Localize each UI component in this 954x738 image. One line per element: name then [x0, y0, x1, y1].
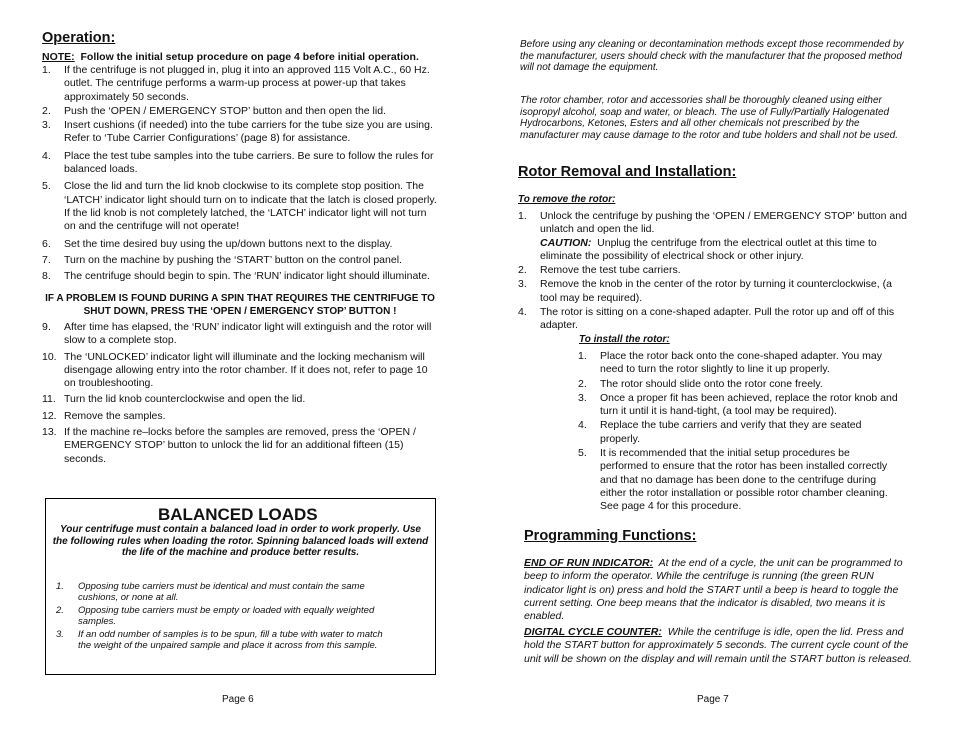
list-item: 11. Turn the lid knob counterclockwise and open the lid.	[42, 393, 306, 406]
cleaning-instructions-paragraph: The rotor chamber, rotor and accessories shall be thoroughly cleaned using either isopropyl alcohol, soap and water, or bleach. The use of Fully/Partially Halogenated Hydrocarbons, Ketones, Esters and all other chemicals not prescribed by the manufacturer may cause damage to the rotor and tube holders and shall not be used.	[520, 95, 899, 141]
operation-steps-b	[42, 321, 438, 466]
list-item: 7. Turn on the machine by pushing the ‘START’ button on the control panel.	[42, 253, 402, 266]
page-number-left: Page 6	[222, 694, 254, 705]
list-item: 3. Once a proper fit has been achieved, replace the rotor knob and turn it until it is hand-tight, (a tool may be required).	[578, 391, 898, 418]
digital-cycle-counter-text: While the centrifuge is idle, open the lid. Press and hold the START button for approximately 5 seconds. The current cycle count of the unit will be shown on the display and will remain until the START button is released.	[524, 626, 912, 665]
balanced-loads-intro: Your centrifuge must contain a balanced load in order to work properly. Use the following rules when loading the rotor. Spinning balanced loads will extend the life of the machine and produce better results.	[52, 524, 429, 558]
page-number-right: Page 7	[697, 694, 729, 705]
caution-text: Unplug the centrifuge from the electrical outlet at this time to eliminate the possibility of electrical shock or other injury.	[540, 236, 877, 262]
list-item: 4. The rotor is sitting on a cone-shaped adapter. Pull the rotor up and off of this adapter.	[518, 306, 895, 332]
list-item: 8. The centrifuge should begin to spin. The ‘RUN’ indicator light should illuminate.	[42, 270, 430, 283]
list-item: 12. Remove the samples.	[42, 409, 166, 422]
list-item: 5. It is recommended that the initial setup procedures be performed to ensure that the rotor has been installed correctly and that no damage has been done to the centrifuge during either the rotor installation or possible rotor chamber cleaning. See page 4 for this procedure.	[578, 447, 888, 513]
list-item: 13. If the machine re–locks before the samples are removed, press the ‘OPEN / EMERGENCY STOP’ button to unlock the lid for an additional fifteen (15) seconds.	[42, 426, 416, 465]
end-of-run-label: END OF RUN INDICATOR:	[524, 557, 654, 569]
list-item: 1. Place the rotor back onto the cone-shaped adapter. You may need to turn the rotor slightly to line it up properly.	[578, 350, 882, 376]
list-item: 2. The rotor should slide onto the rotor cone freely.	[578, 377, 823, 390]
list-item: 3. If an odd number of samples is to be spun, fill a tube with water to match the weight of the unpaired sample and place it across from this sample.	[56, 629, 383, 651]
remove-rotor-subheading: To remove the rotor:	[518, 194, 616, 205]
digital-cycle-counter-label: DIGITAL CYCLE COUNTER:	[524, 626, 662, 638]
operation-heading: Operation:	[42, 30, 116, 46]
caution-label: CAUTION:	[540, 236, 592, 249]
list-item: 1. Opposing tube carriers must be identical and must contain the same cushions, or none at all.	[56, 581, 365, 603]
install-rotor-subheading: To install the rotor:	[579, 334, 670, 345]
operation-note	[42, 51, 442, 64]
balanced-loads-box	[45, 498, 436, 675]
operation-steps-a	[42, 64, 438, 283]
note-text: Follow the initial setup procedure on page 4 before initial operation.	[80, 51, 419, 63]
list-item: 4. Replace the tube carriers and verify that they are seated properly.	[578, 419, 862, 445]
balanced-loads-title: BALANCED LOADS	[158, 505, 318, 524]
list-item: 1. Unlock the centrifuge by pushing the ‘OPEN / EMERGENCY STOP’ button and unlatch and open the lid. CAUTION: Unplug the centrifuge from the electrical outlet at this time to eliminate the possibility of electrical shock or other injury.	[518, 210, 907, 262]
list-item: 3. Remove the knob in the center of the rotor by turning it counterclockwise, (a tool may be required).	[518, 278, 892, 304]
list-item: 9. After time has elapsed, the ‘RUN’ indicator light will extinguish and the rotor will slow to a complete stop.	[42, 321, 432, 347]
list-item: 2. Opposing tube carriers must be empty or loaded with equally weighted samples.	[56, 605, 375, 627]
list-item: 4. Place the test tube samples into the tube carriers. Be sure to follow the rules for balanced loads.	[42, 149, 434, 176]
balanced-loads-rules	[56, 581, 396, 651]
list-item: 3. Insert cushions (if needed) into the tube carriers for the tube size you are using. Refer to ‘Tube Carrier Configurations’ (page 8) for assistance.	[42, 119, 433, 145]
emergency-warning: IF A PROBLEM IS FOUND DURING A SPIN THAT REQUIRES THE CENTRIFUGE TO SHUT DOWN, PRESS THE ‘OPEN / EMERGENCY STOP’ BUTTON !	[45, 293, 435, 317]
digital-cycle-counter-paragraph	[524, 626, 916, 666]
remove-rotor-steps	[518, 210, 910, 333]
list-item: 2. Push the ‘OPEN / EMERGENCY STOP’ button and then open the lid.	[42, 104, 386, 117]
programming-functions-heading: Programming Functions:	[524, 528, 697, 544]
rotor-removal-heading: Rotor Removal and Installation:	[518, 164, 737, 180]
list-item: 2. Remove the test tube carriers.	[518, 264, 681, 277]
note-label: NOTE:	[42, 51, 75, 63]
list-item: 5. Close the lid and turn the lid knob clockwise to its complete stop position. The ‘LATCH’ indicator light should turn on to indicate that the latch is closed properly. If the lid knob is not completely latched, the ‘LATCH’ indicator light will not turn on and the centrifuge will not operate!	[42, 180, 437, 233]
list-item: 1. If the centrifuge is not plugged in, plug it into an approved 115 Volt A.C., 60 Hz. outlet. The centrifuge performs a warm-up process at power-up that takes approximately 50 seconds.	[42, 64, 430, 103]
list-item: 10. The ‘UNLOCKED’ indicator light will illuminate and the locking mechanism will disengage allowing entry into the rotor chamber. If it does not, refer to page 10 on troubleshooting.	[42, 350, 428, 390]
end-of-run-paragraph	[524, 557, 916, 623]
end-of-run-text: At the end of a cycle, the unit can be programmed to beep to inform the operator. While the centrifuge is running (the green RUN indicator light is on) press and hold the START until a beep is heard to toggle the current setting. One beep means that the indicator is disabled, two means it is enabled.	[524, 557, 903, 623]
install-rotor-steps	[578, 350, 900, 514]
list-item: 6. Set the time desired buy using the up/down buttons next to the display.	[42, 237, 393, 250]
cleaning-caution-paragraph: Before using any cleaning or decontamination methods except those recommended by the manufacturer, users should check with the manufacturer that the proposed method will not damage the equipment.	[520, 39, 904, 73]
